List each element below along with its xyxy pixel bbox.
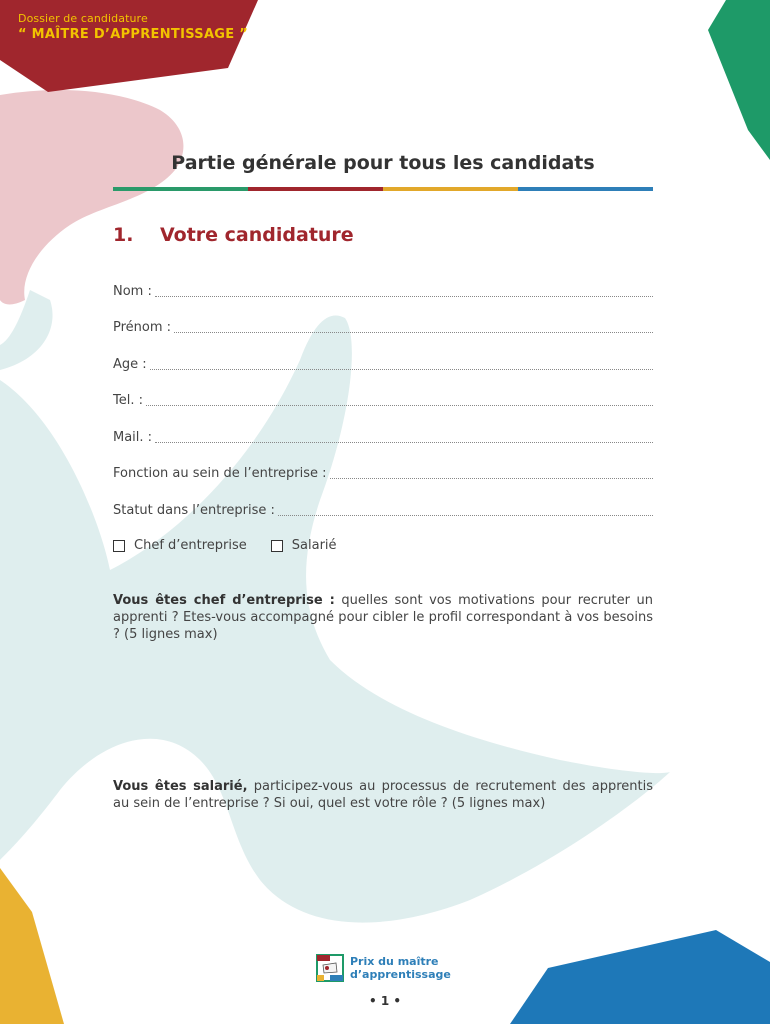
bar-segment-green bbox=[113, 187, 248, 191]
field-label: Tel. : bbox=[113, 393, 143, 408]
question-text: participez-vous au processus de recrutement des apprentis au sein de l’entreprise ? Si oui, quel est votre rôle ? (5 lignes max) bbox=[113, 779, 654, 811]
header-title: “ MAÎTRE D’APPRENTISSAGE ” bbox=[18, 27, 249, 42]
section-title: Votre candidature bbox=[160, 224, 354, 246]
field-label: Age : bbox=[113, 357, 147, 372]
section-heading bbox=[113, 224, 354, 246]
bar-segment-yellow bbox=[383, 187, 518, 191]
title-underline-bar bbox=[113, 187, 653, 191]
status-checkboxes bbox=[113, 538, 361, 553]
field-tel[interactable] bbox=[113, 393, 653, 408]
field-label: Fonction au sein de l’entreprise : bbox=[113, 466, 327, 481]
page-number: • 1 • bbox=[368, 994, 402, 1008]
question-lead: Vous êtes salarié, bbox=[113, 779, 248, 794]
checkbox-square[interactable] bbox=[113, 540, 125, 552]
bar-segment-red bbox=[248, 187, 383, 191]
checkbox-label: Chef d’entreprise bbox=[134, 538, 247, 553]
dotted-fill-line[interactable] bbox=[146, 404, 653, 406]
field-age[interactable] bbox=[113, 357, 653, 372]
checkbox-chef-entreprise[interactable] bbox=[113, 538, 247, 553]
question-text: quelles sont vos motivations pour recruter un apprenti ? Etes-vous accompagné pour cibler le profil correspondant à vos besoins ? (5 lignes max) bbox=[113, 593, 653, 642]
dotted-fill-line[interactable] bbox=[278, 514, 653, 516]
bar-segment-blue bbox=[518, 187, 653, 191]
dotted-fill-line[interactable] bbox=[155, 441, 653, 443]
blue-corner-shape bbox=[510, 930, 770, 1024]
page-title: Partie générale pour tous les candidats bbox=[171, 152, 595, 174]
field-label: Prénom : bbox=[113, 320, 172, 335]
field-label: Nom : bbox=[113, 284, 152, 299]
checkbox-salarie[interactable] bbox=[271, 538, 337, 553]
field-nom[interactable] bbox=[113, 284, 653, 299]
question-lead: Vous êtes chef d’entreprise : bbox=[113, 593, 335, 608]
checkbox-label: Salarié bbox=[291, 538, 337, 553]
green-corner-shape bbox=[708, 0, 770, 160]
prix-logo bbox=[316, 954, 451, 982]
question-chef-entreprise bbox=[113, 592, 653, 643]
field-fonction[interactable] bbox=[113, 466, 653, 481]
logo-line-2: d’apprentissage bbox=[350, 968, 451, 981]
dotted-fill-line[interactable] bbox=[174, 331, 653, 333]
dotted-fill-line[interactable] bbox=[330, 477, 654, 479]
logo-line-1: Prix du maître bbox=[350, 955, 439, 968]
document-header bbox=[18, 12, 248, 42]
dotted-fill-line[interactable] bbox=[155, 295, 653, 297]
field-prenom[interactable] bbox=[113, 320, 653, 335]
question-salarie bbox=[113, 778, 653, 812]
section-number: 1. bbox=[113, 224, 134, 246]
header-subtitle: Dossier de candidature bbox=[18, 12, 148, 25]
dotted-fill-line[interactable] bbox=[150, 368, 653, 370]
checkbox-square[interactable] bbox=[271, 540, 283, 552]
field-label: Statut dans l’entreprise : bbox=[113, 503, 275, 518]
field-mail[interactable] bbox=[113, 430, 653, 445]
field-label: Mail. : bbox=[113, 430, 153, 445]
logo-text bbox=[350, 955, 451, 981]
certificate-logo-icon bbox=[316, 954, 344, 982]
field-statut[interactable] bbox=[113, 503, 653, 518]
pink-shape bbox=[0, 90, 183, 304]
